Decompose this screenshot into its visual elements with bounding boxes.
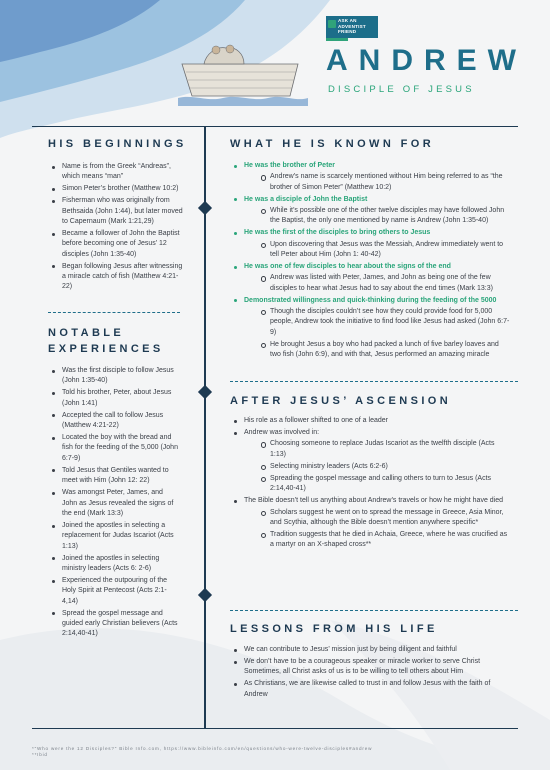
list-item: Was the first disciple to follow Jesus (John 1:35-40) [48, 366, 178, 387]
ascension-heading: AFTER JESUS’ ASCENSION [230, 395, 452, 407]
known-for-list [230, 161, 510, 362]
list-item: We can contribute to Jesus’ mission just by being diligent and faithful [230, 645, 510, 655]
dashed-divider [48, 312, 180, 313]
list-item: Scholars suggest he went on to spread the message in Greece, Asia Minor, and Scythia, although the Bible doesn’t mention anywhere specific* [244, 508, 510, 529]
list-item: Told his brother, Peter, about Jesus (John 1:41) [48, 388, 178, 409]
known-for-detail: While it’s possible one of the other twelve disciples may have followed John the Baptist, the only one mentioned by name is Andrew (John 1:35-40) [244, 206, 510, 227]
list-item [230, 428, 510, 494]
list-item: We don’t have to be a courageous speaker or miracle worker to serve Christ Sometimes, all Christ asks of us is to be willing to tell others about Him [230, 657, 510, 678]
known-for-item [230, 195, 510, 227]
list-item: Began following Jesus after witnessing a miracle catch of fish (Matthew 4:21-22) [48, 262, 188, 293]
list-item: Located the boy with the bread and fish for the feeding of the 5,000 (John 6:7-9) [48, 433, 178, 464]
page-title: ANDREW [326, 44, 527, 77]
known-for-label: He was the brother of Peter [244, 162, 336, 169]
footnotes [32, 746, 502, 758]
boat-illustration [178, 36, 308, 114]
logo-text-1: ASK AN [338, 18, 357, 23]
list-item [230, 496, 510, 550]
list-item: Was amongst Peter, James, and John as Jesus revealed the signs of the end (Mark 13:3) [48, 488, 178, 519]
list-item-text: Andrew was involved in: [244, 429, 320, 437]
notable-list [48, 366, 178, 641]
known-for-detail: Though the disciples couldn’t see how they could provide food for 5,000 people, Andrew took the initiative to find food like Jesus had asked (John 6:7-9) [244, 307, 510, 338]
list-item: His role as a follower shifted to one of a leader [230, 416, 510, 426]
list-item: Spreading the gospel message and calling others to turn to Jesus (Acts 2:14,40-41) [244, 474, 510, 495]
notable-heading-1: NOTABLE [48, 327, 125, 339]
list-item: Choosing someone to replace Judas Iscariot as the twelfth disciple (Acts 1:13) [244, 439, 510, 460]
known-for-item [230, 262, 510, 294]
known-for-label: Demonstrated willingness and quick-thinking during the feeding of the 5000 [244, 296, 497, 304]
list-item: Became a follower of John the Baptist before becoming one of Jesus’ 12 disciples (John 1:35-40) [48, 229, 188, 260]
list-item: Selecting ministry leaders (Acts 6:2-6) [244, 462, 510, 472]
known-for-item [230, 161, 510, 193]
list-item: As Christians, we are likewise called to trust in and follow Jesus with the faith of Andrew [230, 679, 510, 700]
known-for-item [230, 228, 510, 260]
known-for-detail: Upon discovering that Jesus was the Messiah, Andrew immediately went to tell Peter about Him (John 1: 40-42) [244, 240, 510, 261]
logo-text-3: FRIEND [338, 29, 357, 35]
list-item: Joined the apostles in selecting ministry leaders (Acts 6: 2-6) [48, 554, 178, 575]
known-for-heading: WHAT HE IS KNOWN FOR [230, 138, 435, 150]
known-for-detail: He brought Jesus a boy who had packed a lunch of five barley loaves and two fish (John 6:9), and with that, Jesus performed an amazing miracle [244, 340, 510, 361]
page-subtitle: DISCIPLE OF JESUS [328, 84, 475, 95]
list-item: Experienced the outpouring of the Holy Spirit at Pentecost (Acts 2:1-4,14) [48, 576, 178, 607]
known-for-detail: Andrew was listed with Peter, James, and John as being one of the few disciples to hear what Jesus had to say about the end times (Mark 13:3) [244, 273, 510, 294]
lessons-list [230, 645, 510, 702]
brand-logo [326, 16, 378, 38]
list-item: Accepted the call to follow Jesus (Matthew 4:21-22) [48, 411, 178, 432]
list-item: Simon Peter’s brother (Matthew 10:2) [48, 184, 188, 194]
known-for-label: He was one of few disciples to hear about the signs of the end [244, 263, 451, 271]
list-item: Tradition suggests that he died in Achaia, Greece, where he was crucified as a martyr on an X-shaped cross** [244, 530, 510, 551]
list-item-text: The Bible doesn’t tell us anything about Andrew’s travels or how he might have died [244, 497, 504, 505]
notable-heading-2: EXPERIENCES [48, 343, 164, 355]
list-item: Joined the apostles in selecting a replacement for Judas Iscariot (Acts 1:13) [48, 521, 178, 552]
top-divider [32, 126, 518, 127]
known-for-label: He was the first of the disciples to bring others to Jesus [244, 229, 431, 237]
dashed-divider [230, 610, 518, 611]
speech-bubble-icon [328, 20, 336, 28]
footnote: *"Who were the 12 Disciples?" Bible Info.com, https://www.bibleinfo.com/en/questions/who-were-twelve-disciples#andrew [32, 746, 373, 751]
list-item: Told Jesus that Gentiles wanted to meet with Him (John 12: 22) [48, 466, 178, 487]
dashed-divider [230, 381, 518, 382]
list-item: Fisherman who was originally from Bethsaida (John 1:44), but later moved to Capernaum (Mark 1:21,29) [48, 196, 188, 227]
beginnings-list [48, 162, 188, 295]
list-item: Spread the gospel message and guided early Christian believers (Acts 2:14,40-41) [48, 609, 178, 640]
column-divider [204, 126, 206, 728]
footnote: **Ibid [32, 752, 48, 757]
bottom-divider [32, 728, 518, 729]
list-item: Name is from the Greek “Andreas”, which means “man” [48, 162, 188, 183]
known-for-label: He was a disciple of John the Baptist [244, 195, 368, 203]
ascension-list [230, 416, 510, 552]
beginnings-heading: HIS BEGINNINGS [48, 138, 187, 150]
known-for-detail: Andrew’s name is scarcely mentioned without Him being referred to as “the brother of Simon Peter” (Matthew 10:2) [244, 172, 510, 193]
logo-text-2: ADVENTIST [338, 23, 366, 29]
logo-accent [326, 38, 348, 41]
lessons-heading: LESSONS FROM HIS LIFE [230, 623, 438, 635]
known-for-item [230, 296, 510, 361]
